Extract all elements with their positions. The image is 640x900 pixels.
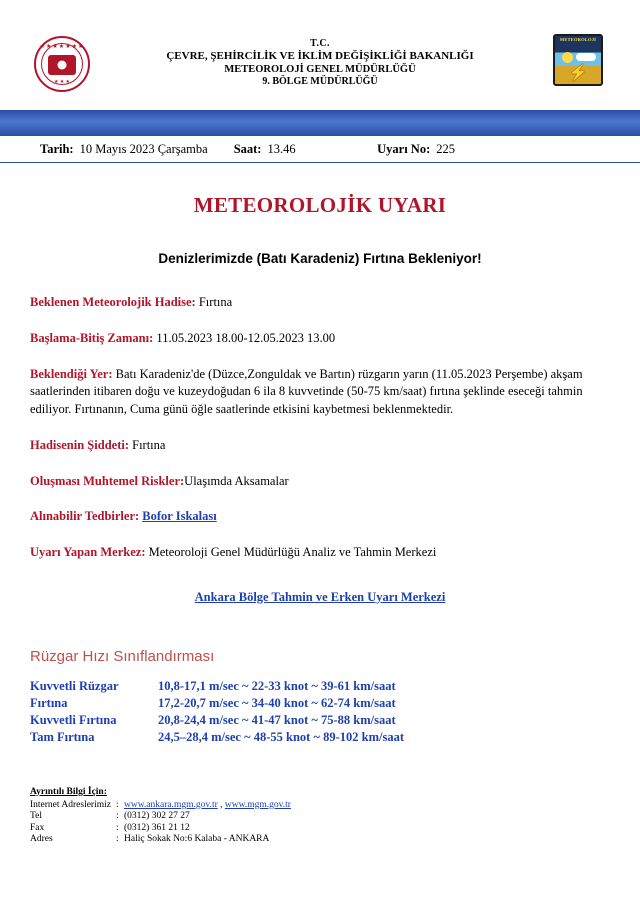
emblem-core (48, 55, 76, 75)
field-value: Meteoroloji Genel Müdürlüğü Analiz ve Tahmin Merkezi (145, 545, 437, 559)
contact-row-address (30, 834, 291, 846)
table-row (30, 713, 404, 730)
regional-forecast-center-link[interactable]: Ankara Bölge Tahmin ve Erken Uyarı Merkezi (194, 589, 446, 604)
field-key: Beklenen Meteorolojik Hadise: (30, 295, 196, 309)
wind-class-name: Tam Fırtına (30, 729, 95, 744)
center-link-container (30, 588, 610, 606)
emblem-bottom-text: ★ ★ ★ (54, 80, 70, 85)
field-row (30, 544, 610, 562)
links-separator: , (217, 799, 225, 810)
beaufort-scale-link[interactable]: Bofor Iskalası (142, 509, 217, 524)
contact-label: Fax (30, 822, 45, 833)
meta-time (234, 142, 296, 157)
field-key: Uyarı Yapan Merkez: (30, 545, 146, 559)
wind-class-value: 17,2-20,7 m/sec ~ 34-40 knot ~ 62-74 km/saat (158, 695, 396, 710)
field-row (30, 473, 610, 491)
field-row (30, 366, 610, 419)
contact-separator: : (116, 811, 119, 822)
field-key: Oluşması Muhtemel Riskler: (30, 473, 185, 488)
table-row (30, 696, 404, 713)
contact-label: Adres (30, 834, 53, 845)
field-value: Batı Karadeniz'de (Düzce,Zonguldak ve Bartın) rüzgarın yarın (11.05.2023 Perşembe) akşam saatlerinden itibaren doğu ve kuzeydoğudan 6 ila 8 kuvvetinde (50-75 km/saat) fırtına şeklinde eseceği tahmin ediliyor. Fırtınanın, Cuma günü öğle saatlerinde etkisini kaybetmesi beklenmektedir. (30, 366, 583, 416)
contact-label: Internet Adreslerimiz (30, 799, 111, 810)
field-row-measures (30, 508, 610, 526)
meteorology-logo-label: METEOROLOJİ (559, 37, 597, 42)
contact-table (30, 800, 291, 846)
meta-warning-no-label: Uyarı No: (377, 141, 431, 156)
field-key: Beklendiği Yer: (30, 366, 113, 381)
contact-section (30, 787, 640, 846)
meteorology-logo-icon (553, 34, 603, 86)
meta-date (40, 142, 208, 157)
wind-class-name: Fırtına (30, 695, 68, 710)
field-value: Ulaşımda Aksamalar (184, 473, 289, 488)
meta-date-value: 10 Mayıs 2023 Çarşamba (79, 141, 208, 156)
logo-left-container (30, 34, 94, 92)
institution-line-1: T.C. (310, 38, 330, 49)
table-row (30, 679, 404, 696)
meta-bottom-rule (0, 162, 640, 163)
meta-time-label: Saat: (233, 141, 262, 156)
table-row (30, 730, 404, 747)
wind-classification-table (30, 679, 404, 747)
contact-separator: : (116, 834, 119, 845)
contact-separator: : (116, 799, 119, 810)
institution-line-4: 9. BÖLGE MÜDÜRLÜĞÜ (262, 76, 378, 88)
wind-class-value: 20,8-24,4 m/sec ~ 41-47 knot ~ 75-88 km/saat (158, 712, 396, 727)
meta-warning-no (377, 142, 600, 157)
field-value: 11.05.2023 18.00-12.05.2023 13.00 (153, 330, 336, 345)
institution-title-block (94, 34, 546, 89)
blue-separator-band (0, 110, 640, 136)
lightning-bolt-icon: ⚡ (568, 65, 588, 82)
field-key: Hadisenin Şiddeti: (30, 437, 129, 452)
wind-class-name: Kuvvetli Fırtına (30, 712, 117, 727)
contact-value: Haliç Sokak No:6 Kalaba - ANKARA (124, 834, 270, 845)
emblem-stars: ★★★★★★★ (39, 44, 85, 50)
field-row (30, 330, 610, 348)
contact-separator: : (116, 822, 119, 833)
page-title: METEOROLOJİK UYARI (193, 193, 447, 217)
document-subtitle: Denizlerimizde (Batı Karadeniz) Fırtına Bekleniyor! (158, 251, 482, 266)
wind-class-name: Kuvvetli Rüzgar (30, 678, 119, 693)
meta-warning-no-value: 225 (436, 141, 455, 156)
meta-time-value: 13.46 (267, 141, 296, 156)
mgm-link[interactable]: www.mgm.gov.tr (224, 799, 291, 810)
institution-line-3: METEOROLOJİ GENEL MÜDÜRLÜĞÜ (224, 63, 416, 75)
contact-row-fax (30, 823, 291, 835)
tc-emblem-icon (34, 36, 90, 92)
contact-title: Ayrıntılı Bilgi İçin: (30, 786, 107, 797)
meta-date-label: Tarih: (40, 141, 74, 156)
contact-value: (0312) 302 27 27 (124, 811, 190, 822)
field-row (30, 294, 610, 312)
warning-fields (0, 294, 640, 606)
wind-class-value: 10,8-17,1 m/sec ~ 22-33 knot ~ 39-61 km/saat (158, 678, 396, 693)
contact-row-tel (30, 811, 291, 823)
cloud-icon (576, 53, 596, 61)
document-header (0, 0, 640, 92)
institution-line-2: ÇEVRE, ŞEHİRCİLİK VE İKLİM DEĞİŞİKLİĞİ BAKANLIĞI (166, 50, 474, 63)
contact-value: (0312) 361 21 12 (124, 822, 190, 833)
contact-row-internet (30, 800, 291, 812)
wind-class-value: 24,5–28,4 m/sec ~ 48-55 knot ~ 89-102 km/saat (158, 729, 404, 744)
field-value: Fırtına (195, 295, 233, 309)
wind-classification-title: Rüzgar Hızı Sınıflandırması (30, 647, 215, 665)
contact-value-links (124, 800, 291, 812)
field-key: Alınabilir Tedbirler: (30, 509, 140, 524)
sun-icon (562, 52, 573, 63)
ankara-mgm-link[interactable]: www.ankara.mgm.gov.tr (124, 799, 218, 810)
field-key: Başlama-Bitiş Zamanı: (30, 330, 154, 345)
field-value: Fırtına (129, 437, 166, 452)
field-row (30, 437, 610, 455)
logo-right-container (546, 34, 610, 86)
contact-label: Tel (30, 811, 42, 822)
document-meta-row (0, 136, 640, 162)
